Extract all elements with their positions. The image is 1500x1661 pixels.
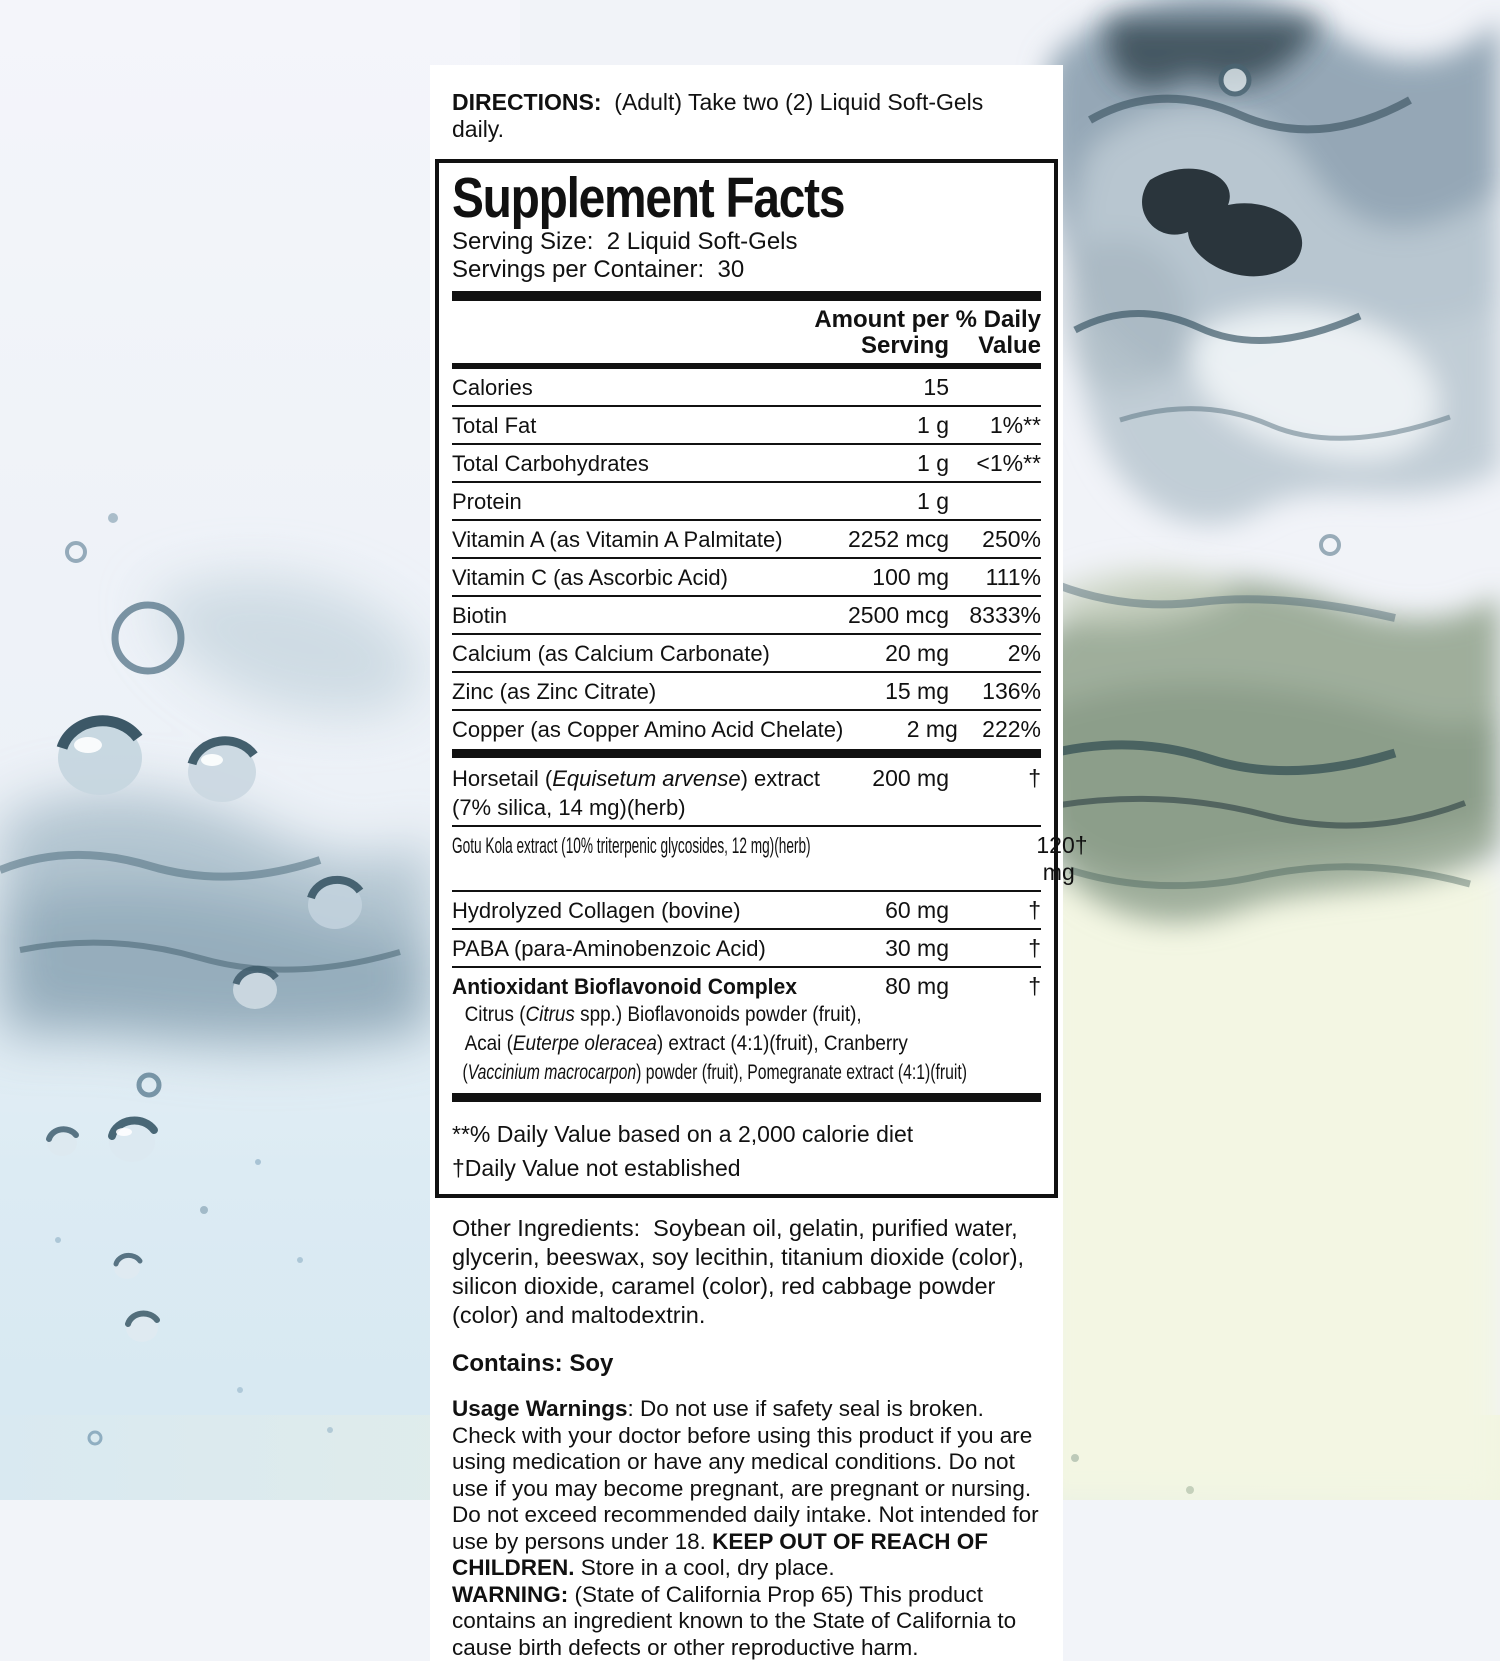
text-segment: Store in a cool, dry place.	[574, 1555, 835, 1581]
amount-per-serving: 1 g	[917, 450, 949, 477]
ingredient-name	[452, 832, 814, 859]
text-segment: Copper (as Copper Amino Acid Chelate)	[452, 717, 844, 743]
usage-warnings	[430, 1396, 1063, 1582]
text-segment: Citrus	[525, 1003, 575, 1027]
amount-per-serving: 1 g	[917, 488, 949, 515]
text-segment: Acai (	[464, 1032, 513, 1056]
daily-value: 250%	[982, 526, 1041, 553]
daily-value: 8333%	[969, 602, 1041, 629]
text-segment: ) powder (fruit), Pomegranate extract (4:1)(fruit)	[636, 1061, 967, 1085]
table-row	[452, 407, 1041, 443]
text-segment: Zinc (as Zinc Citrate)	[452, 679, 657, 705]
complex-component-line	[452, 1029, 982, 1058]
text-segment: Hydrolyzed Collagen (bovine)	[452, 898, 741, 924]
amount-per-serving: 15 mg	[885, 678, 949, 705]
table-row	[452, 483, 1041, 519]
amount-per-serving: 2252 mcg	[847, 526, 949, 553]
text-segment: Biotin	[452, 603, 508, 629]
text-segment: Protein	[452, 489, 522, 515]
table-row	[452, 559, 1041, 595]
text-segment: WARNING:	[452, 1581, 569, 1607]
ingredient-name	[452, 374, 829, 401]
ingredient-name	[452, 678, 829, 705]
footnotes	[452, 1104, 1041, 1182]
splash-green-flow	[1029, 569, 1500, 922]
ingredient-name	[452, 564, 829, 591]
text-segment: spp.) Bioflavonoids powder (fruit),	[574, 1003, 862, 1027]
amount-per-serving: 2 mg	[906, 716, 958, 743]
text-segment: Total Fat	[452, 413, 537, 439]
supplement-facts-title: Supplement Facts	[452, 166, 845, 230]
text-segment: ) extract	[740, 766, 821, 792]
ingredient-name	[452, 897, 829, 924]
text-segment: Total Carbohydrates	[452, 451, 649, 477]
text-segment: Vitamin A (as Vitamin A Palmitate)	[452, 527, 783, 553]
table-row	[452, 827, 1088, 890]
amount-per-serving: 80 mg	[885, 973, 949, 1000]
ingredient-name	[452, 716, 849, 743]
table-row	[452, 930, 1041, 966]
amount-per-serving: 60 mg	[885, 897, 949, 924]
text-segment: Other Ingredients: Soybean oil, gelatin, purified water, glycerin, beeswax, soy lecithin, titanium dioxide (color), silicon dioxide, caramel (color), red cabbage powder (color) and maltodextrin.	[452, 1215, 1031, 1329]
daily-value: 1%**	[989, 412, 1041, 439]
ingredient-name	[452, 526, 829, 553]
daily-value-column-header: % Daily Value	[955, 306, 1041, 360]
amount-per-serving: 120 mg	[1036, 832, 1075, 886]
daily-value: †	[1028, 765, 1041, 792]
table-row	[452, 892, 1041, 928]
supplement-facts-box	[435, 159, 1088, 1198]
amount-per-serving: 15	[923, 374, 949, 401]
daily-value: 136%	[982, 678, 1041, 705]
table-row	[452, 635, 1041, 671]
ingredient-name	[452, 412, 829, 439]
text-segment: Vaccinium macrocarpon	[467, 1061, 637, 1085]
text-segment: Euterpe oleracea	[512, 1032, 657, 1056]
other-ingredients	[430, 1214, 1063, 1330]
section-divider	[452, 291, 1041, 301]
amount-per-serving: 1 g	[917, 412, 949, 439]
ingredient-name	[452, 765, 829, 792]
text-segment: Horsetail (	[452, 766, 553, 792]
text-segment: Antioxidant Bioflavonoid Complex	[452, 974, 797, 1000]
daily-value: †	[1074, 832, 1088, 859]
text-segment: Equisetum arvense	[552, 766, 741, 792]
daily-value: 2%	[1007, 640, 1041, 667]
table-row	[452, 597, 1041, 633]
text-segment: Usage Warnings	[452, 1396, 628, 1422]
facts-table	[452, 369, 1088, 1102]
ingredient-name	[452, 640, 829, 667]
table-row	[452, 369, 1041, 405]
servings-per-container: Servings per Container: 30	[452, 256, 745, 284]
directions-line	[430, 65, 1063, 143]
section-divider	[452, 1093, 1041, 1102]
ingredient-name	[452, 602, 829, 629]
table-row	[452, 968, 1041, 1091]
serving-size: Serving Size: 2 Liquid Soft-Gels	[452, 228, 798, 256]
amount-column-header: Amount per Serving	[814, 306, 949, 360]
daily-value: 222%	[982, 716, 1041, 743]
text-segment: Vitamin C (as Ascorbic Acid)	[452, 565, 728, 591]
text-segment: (Adult) Take two (2) Liquid Soft-Gels daily.	[452, 89, 990, 142]
footnote-daily-value: **% Daily Value based on a 2,000 calorie diet	[452, 1121, 914, 1148]
text-segment: Citrus (	[464, 1003, 526, 1027]
ingredient-name	[452, 935, 829, 962]
section-divider	[452, 749, 1041, 758]
amount-per-serving: 2500 mcg	[847, 602, 949, 629]
table-row	[452, 711, 1041, 747]
daily-value: †	[1028, 973, 1041, 1000]
text-segment: Calories	[452, 375, 533, 401]
text-segment: (	[462, 1061, 468, 1085]
text-segment: (7% silica, 14 mg)(herb)	[452, 795, 686, 821]
text-segment: Calcium (as Calcium Carbonate)	[452, 641, 770, 667]
daily-value: †	[1028, 935, 1041, 962]
ingredient-name	[452, 450, 829, 477]
contains-statement: Contains: Soy	[452, 1350, 614, 1378]
text-segment: : Do not use if safety seal is broken. Check with your doctor before using this product if you are using medication or have any medical conditions. Do not use if you may become pregnant, are pregnant or nursing. Do not exceed recommended daily intake. Not intended for use by persons under 18.	[452, 1396, 1045, 1554]
facts-column-headers	[452, 301, 1041, 369]
prop65-warning	[430, 1582, 1063, 1661]
daily-value: †	[1028, 897, 1041, 924]
daily-value: 111%	[985, 564, 1041, 591]
text-segment: (State of California Prop 65) This product contains an ingredient known to the State of California to cause birth defects or other reproductive harm.	[452, 1581, 1023, 1660]
text-segment: PABA (para-Aminobenzoic Acid)	[452, 936, 766, 962]
text-segment: KEEP OUT OF REACH OF CHILDREN.	[452, 1528, 995, 1581]
text-segment: ) extract (4:1)(fruit), Cranberry	[656, 1032, 908, 1056]
complex-component-line	[452, 1000, 982, 1029]
ingredient-name	[452, 488, 829, 515]
table-row	[452, 760, 1041, 825]
text-segment: DIRECTIONS:	[452, 89, 602, 115]
daily-value: <1%**	[976, 450, 1041, 477]
text-segment: Gotu Kola extract (10% triterpenic glycosides, 12 mg)(herb)	[452, 833, 811, 859]
amount-per-serving: 20 mg	[885, 640, 949, 667]
label-panel	[430, 65, 1088, 1661]
ingredient-name-continued	[452, 792, 1041, 821]
table-row	[452, 673, 1041, 709]
complex-component-line	[452, 1058, 967, 1087]
footnote-dagger: †Daily Value not established	[452, 1155, 741, 1182]
table-row	[452, 445, 1041, 481]
ingredient-name	[452, 973, 814, 1000]
table-row	[452, 521, 1041, 557]
amount-per-serving: 30 mg	[885, 935, 949, 962]
amount-per-serving: 200 mg	[872, 765, 949, 792]
amount-per-serving: 100 mg	[872, 564, 949, 591]
